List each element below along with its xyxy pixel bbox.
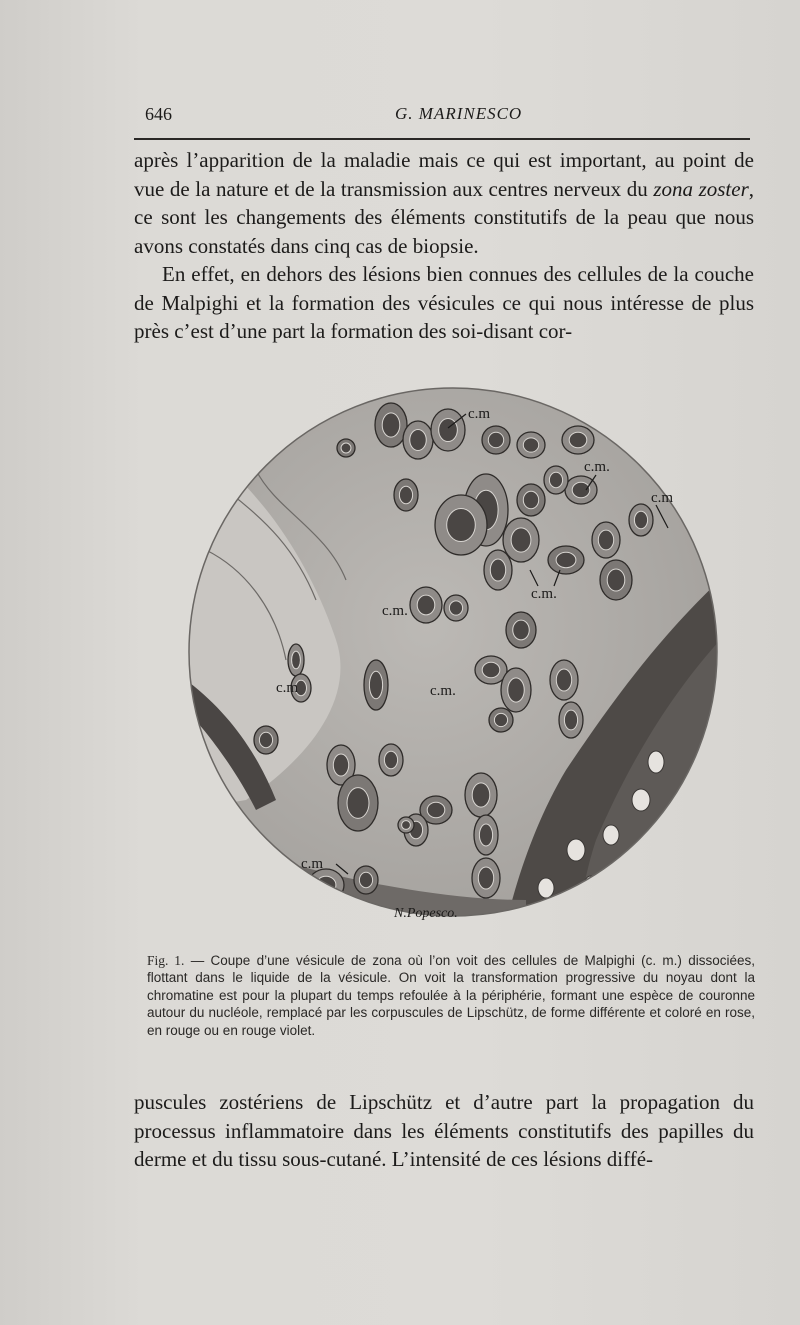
cell-nucleus xyxy=(449,601,462,615)
paragraph-2 xyxy=(134,260,754,346)
caption-label: Fig. 1. xyxy=(147,953,185,968)
paragraph-1 xyxy=(134,146,754,260)
cell-nucleus xyxy=(490,559,505,581)
cell-nucleus xyxy=(399,486,412,504)
cell-nucleus xyxy=(494,713,507,726)
cell-nucleus xyxy=(482,662,500,677)
para1-text-a: après l’apparition de la maladie mais ce qui est important, au point de vue de la nature et de la transmission aux centres nerveux du xyxy=(134,148,754,201)
cell-nucleus xyxy=(569,432,587,447)
cell-nucleus xyxy=(523,438,538,452)
cell-nucleus xyxy=(607,569,625,591)
artist-signature: N.Popesco. xyxy=(394,906,458,921)
label-cm-2: c.m. xyxy=(584,459,610,475)
cell-nucleus xyxy=(384,751,397,769)
para1-italic-term: zona zoster xyxy=(653,176,749,201)
para1-text-b: , ce sont les changements des éléments constitutifs de la peau que nous avons constatés dans cinq cas de biopsie. xyxy=(134,176,754,258)
label-cm-3: c.m xyxy=(651,490,674,506)
para3-text: puscules zostériens de Lipschütz et d’autre part la propagation du processus inflammatoire dans les éléments constitutifs des papilles du derme et du tissu sous-cutané. L’intensité de ces lésions diffé- xyxy=(134,1090,754,1171)
cell-nucleus xyxy=(598,530,613,550)
page-number: 646 xyxy=(145,104,172,124)
cell-nucleus xyxy=(472,783,490,807)
label-cm-6: c.m xyxy=(276,680,299,696)
cell-nucleus xyxy=(572,482,590,497)
label-cm-1: c.m xyxy=(468,406,491,422)
cell-nucleus xyxy=(488,432,503,447)
cell-nucleus xyxy=(523,491,538,509)
cell-nucleus xyxy=(382,413,400,437)
cell-nucleus xyxy=(508,678,525,702)
cell-nucleus xyxy=(549,472,562,487)
label-cm-4: c.m. xyxy=(531,586,557,602)
cell-nucleus xyxy=(341,443,351,453)
cell-nucleus xyxy=(447,509,476,542)
cell-nucleus xyxy=(402,821,411,830)
cell-nucleus xyxy=(479,824,492,846)
cell-nucleus xyxy=(564,710,577,730)
running-head: G. MARINESCO xyxy=(395,104,523,123)
label-cm-5: c.m. xyxy=(382,603,408,619)
cell-nucleus xyxy=(439,418,458,441)
header-rule xyxy=(134,138,750,140)
cell xyxy=(308,869,344,901)
histology-figure xyxy=(186,380,720,925)
cell-nucleus xyxy=(347,788,369,819)
cell-nucleus xyxy=(369,671,382,699)
cell-nucleus xyxy=(410,430,427,451)
cell-nucleus xyxy=(359,872,372,887)
paragraph-3 xyxy=(134,1088,754,1174)
para2-text: En effet, en dehors des lésions bien connues des cellules de la couche de Malpighi et la formation des vésicules ce qui nous intéresse de plus près c’est d’une part la formation des soi-disant cor- xyxy=(134,262,754,343)
figure-caption xyxy=(147,952,755,1039)
cell-nucleus xyxy=(478,867,493,889)
cell-nucleus xyxy=(556,669,571,691)
page-header xyxy=(145,104,750,132)
cell-nucleus xyxy=(511,528,531,552)
caption-text: — Coupe d’une vésicule de zona où l’on voit des cellules de Malpighi (c. m.) dissociées, flottant dans le liquide de la vésicule. On voit la transformation progressive du noyau dont la chromatine est pour la plupart du temps refoulée à la périphérie, formant une espèce de couronne autour du nucléole, remplacé par les corpuscules de Lipschütz, de forme différente et coloré en rose, en rouge ou en rouge violet. xyxy=(147,953,755,1038)
cell-nucleus xyxy=(513,620,530,640)
cell-nucleus xyxy=(259,732,272,747)
cell-nucleus xyxy=(634,511,647,529)
label-cm-7: c.m. xyxy=(430,683,456,699)
cell-nucleus xyxy=(427,802,445,817)
micrograph-drawing xyxy=(186,380,720,925)
cell-nucleus xyxy=(292,651,301,669)
cell-nucleus xyxy=(333,754,348,776)
cell-nucleus xyxy=(556,552,576,567)
label-cm-8: c.m xyxy=(301,856,324,872)
cell-nucleus xyxy=(417,595,435,615)
